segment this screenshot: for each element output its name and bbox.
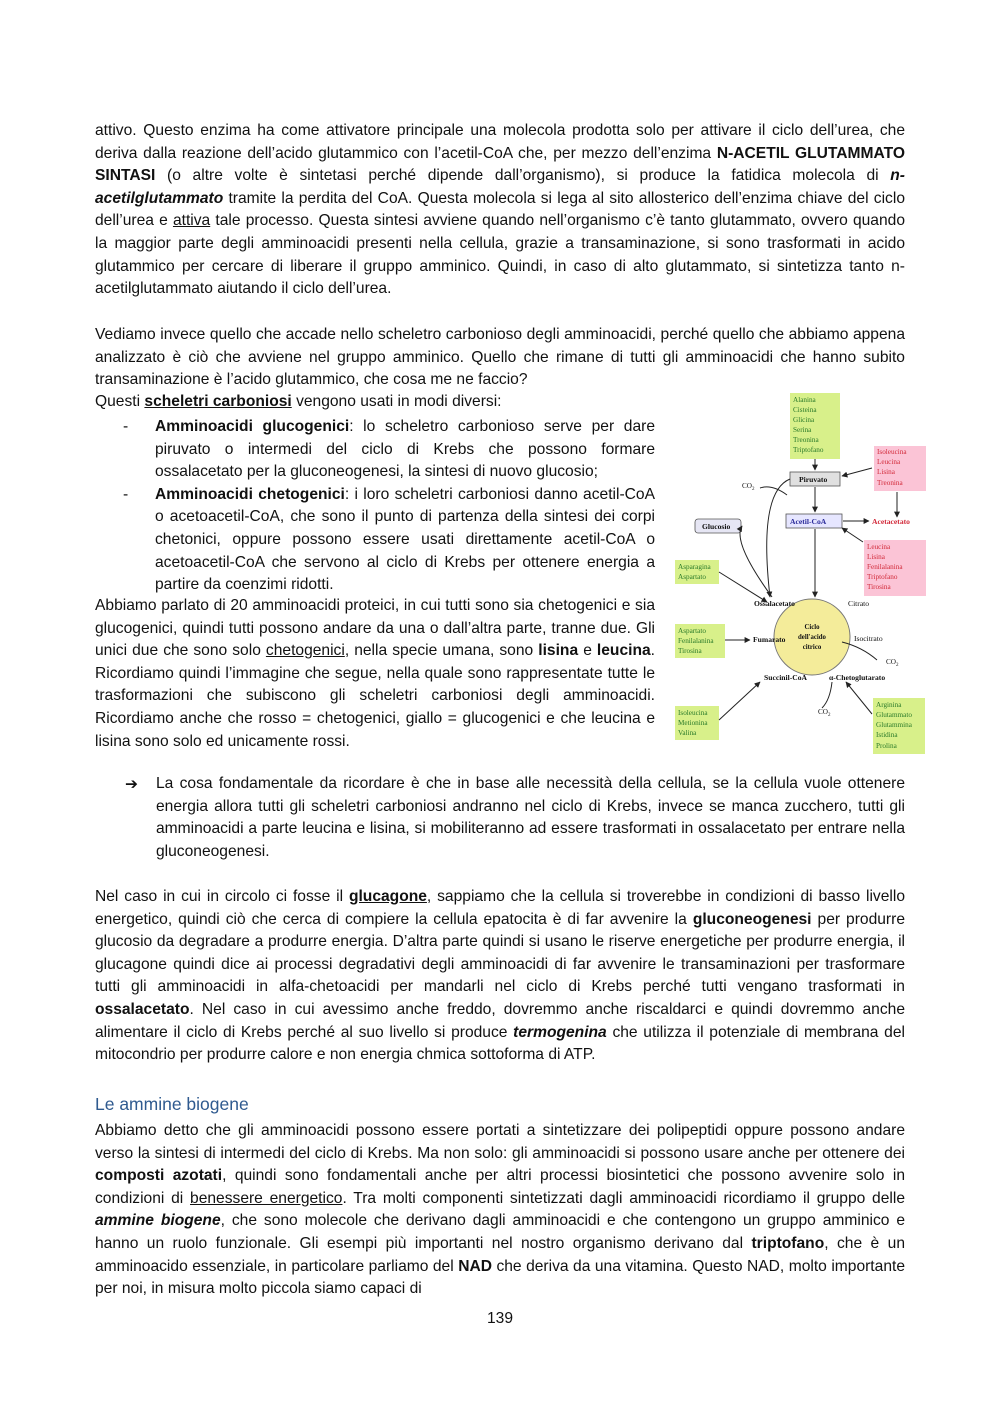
box-top-green-3: Serina — [793, 426, 812, 434]
list-item: - Amminoacidi chetogenici: i loro scheletri carboniosi danno acetil-CoA o acetoacetil-CoA, che sono il punto di partenza della sintesi dei corpi chetonici, oppure possono essere usati direttamente acetil-CoA o acetoacetil-CoA che servono al ciclo di Krebs per ottenere energia a partire da coenzimi ridotti. — [123, 485, 655, 594]
key-point-text: La cosa fondamentale da ricordare è che in base alle necessità della cellula, se la cellula vuole ottenere energia allora tutti gli scheletri carboniosi andranno nel ciclo di Krebs, invece se manca zucchero, tutti gli amminoacidi a parte leucina e lisina, si mobiliteranno ad essere trasformati in ossalacetato per entrare nella gluconeogenesi. — [156, 775, 905, 860]
label-fumarato: Fumarato — [753, 635, 786, 644]
box-left-green2-2: Tirosina — [678, 647, 702, 655]
arrow-icon: ➔ — [125, 776, 139, 793]
box-top-green-5: Triptofano — [793, 446, 824, 454]
label-acetil-coa: Acetil-CoA — [790, 517, 827, 526]
box-mid-pink-4: Tirosina — [867, 583, 891, 591]
label-acetacetato: Acetacetato — [872, 517, 910, 526]
paragraph-biogenic-amines: Abbiamo detto che gli amminoacidi possono essere portati a sintetizzare dei polipeptidi oppure possono andare verso la sintesi di intermedi del ciclo di Krebs. Ma non solo: gli amminoacidi si possono usare anche per ottenere dei composti azotati, quindi sono fondamentali anche per altri processi biosintetici che possono avvenire solo in condizioni di benessere energetico. Tra molti componenti sintetizzati dagli amminoacidi ricordiamo il gruppo delle ammine biogene, che sono molecole che derivano dagli amminoacidi e che contengono un gruppo amminico e hanno un ruolo funzionale. Gli esempi più importanti nel nostro organismo derivano dal triptofano, che è un amminoacido essenziale, in particolare parliamo del NAD che deriva da una vitamina. Questo NAD, molto importante per noi, in misura molto piccola siamo capaci di — [95, 1122, 906, 1298]
box-mid-pink-3: Triptofano — [867, 573, 898, 581]
co2-label-bottom: $CO_2$ — [818, 708, 831, 718]
box-mid-pink-1: Lisina — [867, 553, 885, 561]
list-item: - Amminoacidi glucogenici: lo scheletro carbonioso serve per dare piruvato o intermedi del ciclo di Krebs che possono formare ossalacetato per la gluconeogenesi, la sintesi di nuovo glucosio; — [123, 418, 655, 481]
label-glucosio: Glucosio — [702, 522, 731, 531]
key-point-note — [125, 773, 905, 863]
page-number: 139 — [486, 1310, 514, 1327]
box-top-pink-2: Lisina — [877, 468, 895, 476]
box-bottom-left-0: Isoleucina — [678, 709, 708, 717]
box-top-green-0: Alanina — [793, 396, 816, 404]
box-top-pink-0: Isoleucina — [877, 448, 907, 456]
amino-acid-catabolism-figure — [672, 392, 928, 756]
amino-acid-types-list — [95, 416, 655, 597]
section-heading: Le ammine biogene — [95, 1094, 249, 1114]
figure-svg — [672, 392, 928, 756]
paragraph-ketogenic-summary: Abbiamo parlato di 20 amminoacidi proteici, in cui tutti sono sia chetogenici e sia glucogenici, quindi tutti possono andare da una o dall’altra parte, tranne due. Gli unici due che sono solo chetogenici, nella specie umana, sono lisina e leucina. Ricordiamo quindi l’immagine che segue, nella quale sono rappresentate tutte le trasformazioni che subiscono gli scheletri carboniosi degli amminoacidi. Ricordiamo anche che rosso = chetogenici, giallo = glucogenici e che leucina e lisina sono solo ed unicamente rossi. — [95, 597, 655, 750]
box-top-green-2: Glicina — [793, 416, 815, 424]
box-bottom-right-0: Arginina — [876, 701, 902, 709]
paragraph-skeleton-uses: Questi scheletri carboniosi vengono usati in modi diversi: — [95, 393, 502, 410]
box-bottom-left-1: Metionina — [678, 719, 708, 727]
label-isocitrato: Isocitrato — [854, 634, 883, 643]
box-mid-pink-0: Leucina — [867, 543, 891, 551]
cycle-label-2: dell'acido — [798, 634, 826, 641]
box-left-green2-1: Fenilalanina — [678, 637, 714, 645]
label-piruvato: Piruvato — [799, 475, 828, 484]
label-succinil-coa: Succinil-CoA — [764, 673, 808, 682]
box-bottom-left-2: Valina — [678, 729, 697, 737]
paragraph-glucagon: Nel caso in cui in circolo ci fosse il glucagone, sappiamo che la cellula si troverebbe in condizioni di basso livello energetico, quindi ciò che cerca di compiere la cellula epatocita è di far avvenire la gluconeogenesi per produrre glucosio da degradare a produrre energia. D’altra parte quindi si usano le riserve energetiche per produrre energia, il glucagone quindi dice ai processi degradativi degli amminoacidi di far avvenire le transaminazioni per trasformare tutti gli amminoacidi in alfa-chetoacidi per mandarli nel ciclo di Krebs perché tutti vengano trasformati in ossalacetato. Nel caso in cui avessimo anche freddo, dovremmo anche riscaldarci e quindi dovremmo anche alimentare il ciclo di Krebs perché al suo livello si produce termogenina che utilizza il potenziale di membrana del mitocondrio per produrre calore e non energia chmica sottoforma di ATP. — [95, 888, 906, 1064]
cycle-label-1: Ciclo — [804, 624, 820, 631]
box-bottom-right-2: Glutammina — [876, 721, 912, 729]
box-top-green-4: Treonina — [793, 436, 819, 444]
box-bottom-right-1: Glutammato — [876, 711, 912, 719]
paragraph-urea-activation: attivo. Questo enzima ha come attivatore principale una molecola prodotta solo per attivare il ciclo dell’urea, che deriva dalla reazione dell’acido glutammico con l’acetil-CoA che, per mezzo dell’enzima N-ACETIL GLUTAMMATO SINTASI (o altre volte è sintetasi perché dipende dall’organismo), si produce la fatidica molecola di n-acetilglutammato tramite la perdita del CoA. Questa molecola si lega al sito allosterico dell’enzima chiave del ciclo dell’urea e attiva tale processo. Questa sintesi avviene quando nell’organismo c’è tanto glutammato, ovvero quando la maggior parte degli amminoacidi presenti nella cellula, grazie a transaminazione, si sono trasformati in acido glutammico per cercare di liberare il gruppo amminico. Quindi, in caso di alto glutammato, si sintetizza tanto n-acetilglutammato aiutando il ciclo dell’urea. — [95, 122, 905, 298]
cycle-label-3: citrico — [802, 644, 822, 651]
paragraph-carbon-skeleton-intro: Vediamo invece quello che accade nello scheletro carbonioso degli amminoacidi, perché quello che abbiamo appena analizzato è ciò che avviene nel gruppo amminico. Quello che rimane di tutti gli amminoacidi che hanno subito transaminazione è l’acido glutammico, che cosa me ne faccio? — [95, 326, 905, 389]
box-left-green2-0: Aspartato — [678, 627, 706, 635]
box-bottom-right-3: Istidina — [876, 731, 898, 739]
box-bottom-right-4: Prolina — [876, 742, 897, 750]
box-top-pink-1: Leucina — [877, 458, 901, 466]
label-chetoglutarato: α-Chetoglutarato — [829, 673, 886, 682]
label-ossalacetato: Ossalacetato — [754, 599, 795, 608]
co2-label-right: $CO_2$ — [886, 658, 899, 668]
box-left-green1-0: Asparagina — [678, 563, 711, 571]
box-top-pink-3: Treonina — [877, 479, 903, 487]
co2-label-top: $CO_2$ — [742, 482, 755, 492]
box-left-green1-1: Aspartato — [678, 573, 706, 581]
box-top-green-1: Cisteina — [793, 406, 817, 414]
box-mid-pink-2: Fenilalanina — [867, 563, 903, 571]
label-citrato: Citrato — [848, 599, 870, 608]
